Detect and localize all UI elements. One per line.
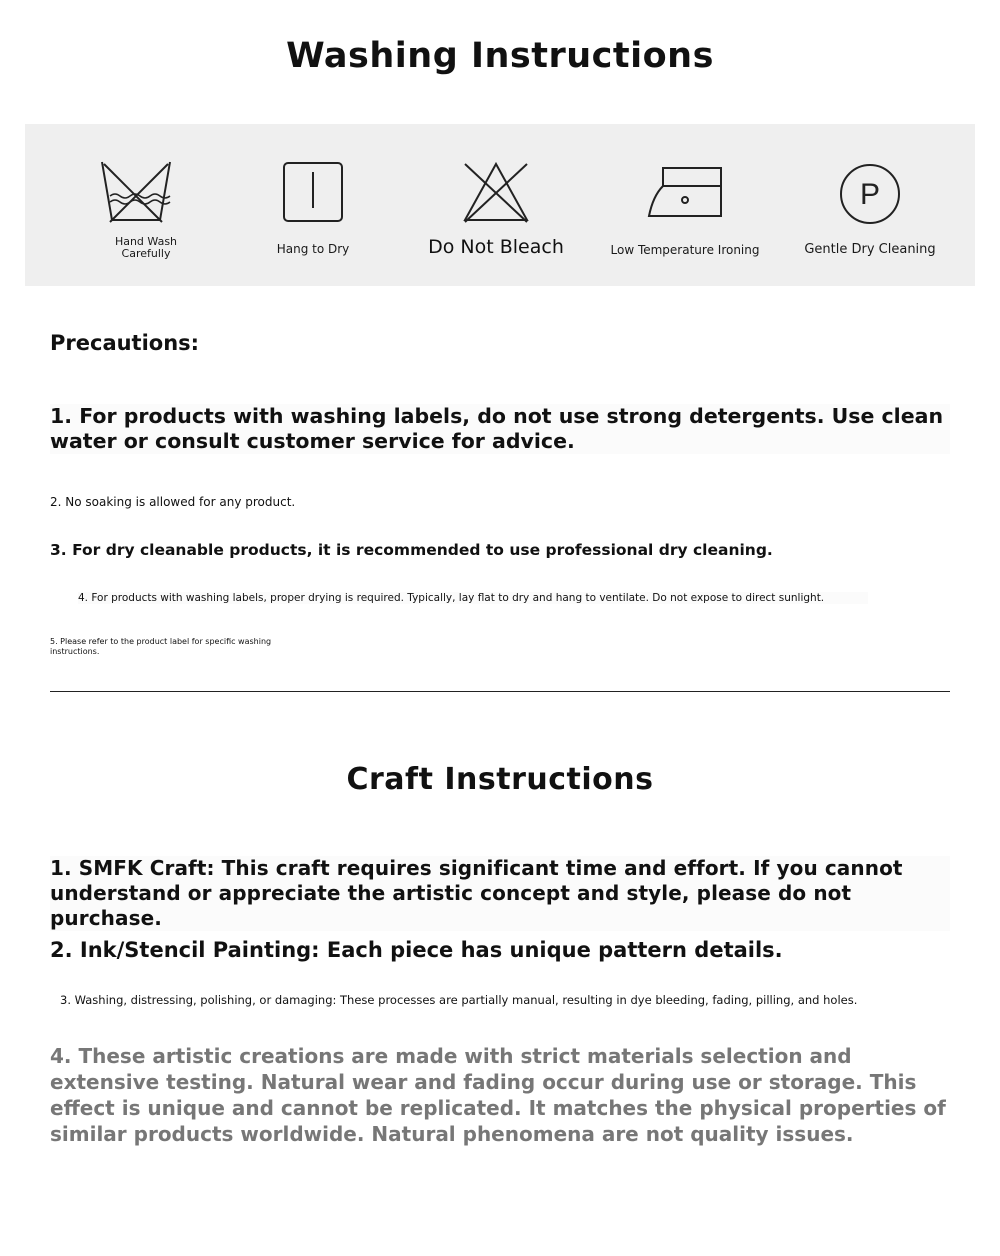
craft-item-2: 2. Ink/Stencil Painting: Each piece has unique pattern details.	[50, 938, 783, 962]
craft-item-4: 4. These artistic creations are made with strict materials selection and extensive testing. Natural wear and fading occur during use or storage. This effect is unique and cannot be replicated. It matches the physical properties of similar products worldwide. Natural phenomena are not quality issues.	[50, 1044, 946, 1146]
care-item-hand-wash	[41, 124, 231, 286]
craft-item-1: 1. SMFK Craft: This craft requires significant time and effort. If you cannot understand or appreciate the artistic concept and style, please do not purchase.	[50, 856, 950, 931]
precaution-item-1: 1. For products with washing labels, do not use strong detergents. Use clean water or consult customer service for advice.	[50, 404, 950, 454]
precaution-item-4: 4. For products with washing labels, proper drying is required. Typically, lay flat to dry and hang to ventilate. Do not expose to direct sunlight.	[78, 592, 868, 604]
care-symbols-panel	[25, 124, 975, 286]
care-item-hang-dry	[218, 124, 408, 286]
care-label-hand-wash: Hand Wash Carefully	[114, 235, 178, 260]
care-label-dry-clean: Gentle Dry Cleaning	[804, 242, 936, 257]
care-item-dry-clean	[775, 124, 965, 286]
dry-clean-letter: P	[859, 178, 881, 211]
care-item-low-iron	[590, 124, 780, 286]
precaution-item-2: 2. No soaking is allowed for any product.	[50, 495, 296, 509]
care-label-hang-dry: Hang to Dry	[276, 242, 350, 256]
craft-item-3: 3. Washing, distressing, polishing, or damaging: These processes are partially manual, resulting in dye bleeding, fading, pilling, and holes.	[60, 993, 858, 1007]
precautions-heading: Precautions:	[50, 331, 200, 355]
precaution-item-5: 5. Please refer to the product label for specific washing instructions.	[50, 637, 272, 656]
craft-title: Craft Instructions	[346, 762, 654, 797]
section-divider	[50, 691, 950, 692]
care-label-no-bleach: Do Not Bleach	[428, 236, 564, 258]
washing-title: Washing Instructions	[286, 36, 714, 76]
precaution-item-3: 3. For dry cleanable products, it is recommended to use professional dry cleaning.	[50, 541, 773, 559]
care-item-no-bleach	[401, 124, 591, 286]
care-label-low-iron: Low Temperature Ironing	[610, 243, 760, 257]
